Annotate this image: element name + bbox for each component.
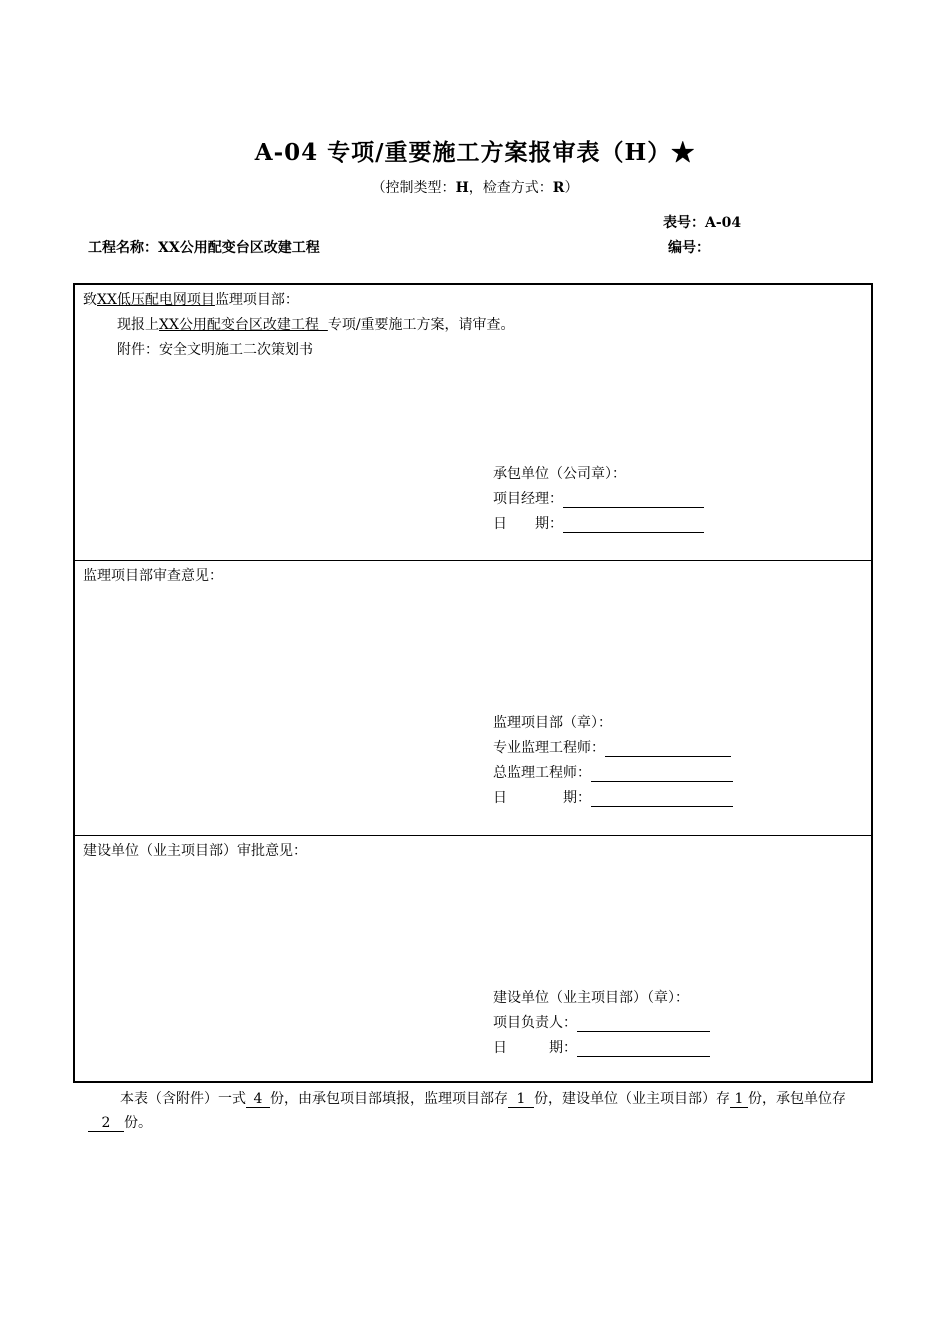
subtitle-mid: ，检查方式：	[468, 180, 553, 196]
form-number: 表号：A-04	[663, 215, 742, 231]
addressee-suffix: 监理项目部：	[214, 292, 299, 308]
owner-date-field	[493, 1039, 710, 1057]
page-subtitle	[0, 177, 950, 197]
addressee-unit: XX低压配电网项目	[97, 292, 215, 308]
project-principal-signature-line[interactable]	[577, 1017, 710, 1032]
chief-engineer-field	[493, 764, 733, 782]
specialist-engineer-signature-line[interactable]	[605, 742, 731, 757]
subtitle-prefix: （控制类型：	[371, 180, 456, 196]
contractor-date-line[interactable]	[563, 518, 704, 533]
report-suffix: 专项/重要施工方案，请审查。	[327, 317, 515, 333]
report-line	[117, 316, 515, 334]
page-title: A-04 专项/重要施工方案报审表（H）★	[254, 139, 696, 166]
report-prefix: 现报上	[117, 317, 159, 333]
chief-engineer-signature-line[interactable]	[591, 767, 733, 782]
check-method: R	[552, 180, 565, 196]
supervisor-date-field	[493, 789, 733, 807]
owner-seal-label: 建设单位（业主项目部）（章）：	[493, 990, 689, 1006]
note-part-3: 份，建设单位（业主项目部）存	[534, 1091, 730, 1107]
approval-form	[73, 283, 873, 1083]
contractor-date-label: 日 期：	[493, 516, 563, 532]
supervisor-review-heading: 监理项目部审查意见：	[83, 568, 223, 584]
addressee-line	[83, 291, 299, 309]
chief-engineer-label: 总监理工程师：	[493, 765, 591, 781]
contractor-date-field	[493, 515, 704, 533]
project-name: 工程名称：XX公用配变台区改建工程	[88, 240, 320, 256]
note-part-1: 本表（含附件）一式	[120, 1091, 246, 1107]
supervisor-date-label: 日 期：	[493, 790, 591, 806]
serial-number: 编号：	[668, 240, 710, 256]
attachment-line: 附件：安全文明施工二次策划书	[117, 342, 313, 358]
distribution-note	[88, 1087, 868, 1135]
copies-contractor: 2	[88, 1115, 124, 1132]
project-principal-field	[493, 1014, 710, 1032]
copies-supervisor: 1	[508, 1091, 534, 1108]
report-project: XX公用配变台区改建工程	[159, 317, 328, 333]
owner-date-line[interactable]	[577, 1042, 710, 1057]
supervisor-section	[75, 561, 871, 836]
note-part-4: 份，承包单位存	[748, 1091, 846, 1107]
subtitle-suffix: ）	[564, 180, 579, 196]
copies-total: 4	[246, 1091, 270, 1108]
owner-date-label: 日 期：	[493, 1040, 577, 1056]
supervisor-date-line[interactable]	[591, 792, 733, 807]
contractor-section	[75, 285, 871, 561]
contractor-seal-label: 承包单位（公司章）：	[493, 466, 626, 482]
project-manager-signature-line[interactable]	[563, 493, 704, 508]
supervisor-seal-label: 监理项目部（章）：	[493, 715, 612, 731]
note-part-5: 份。	[124, 1115, 152, 1131]
specialist-engineer-label: 专业监理工程师：	[493, 740, 605, 756]
owner-approval-heading: 建设单位（业主项目部）审批意见：	[83, 843, 307, 859]
project-manager-label: 项目经理：	[493, 491, 563, 507]
control-type: H	[455, 180, 469, 196]
note-part-2: 份，由承包项目部填报，监理项目部存	[270, 1091, 508, 1107]
owner-section	[75, 836, 871, 1083]
specialist-engineer-field	[493, 739, 731, 757]
copies-owner: 1	[730, 1091, 748, 1108]
project-manager-field	[493, 490, 704, 508]
project-principal-label: 项目负责人：	[493, 1015, 577, 1031]
addressee-prefix: 致	[83, 292, 97, 308]
